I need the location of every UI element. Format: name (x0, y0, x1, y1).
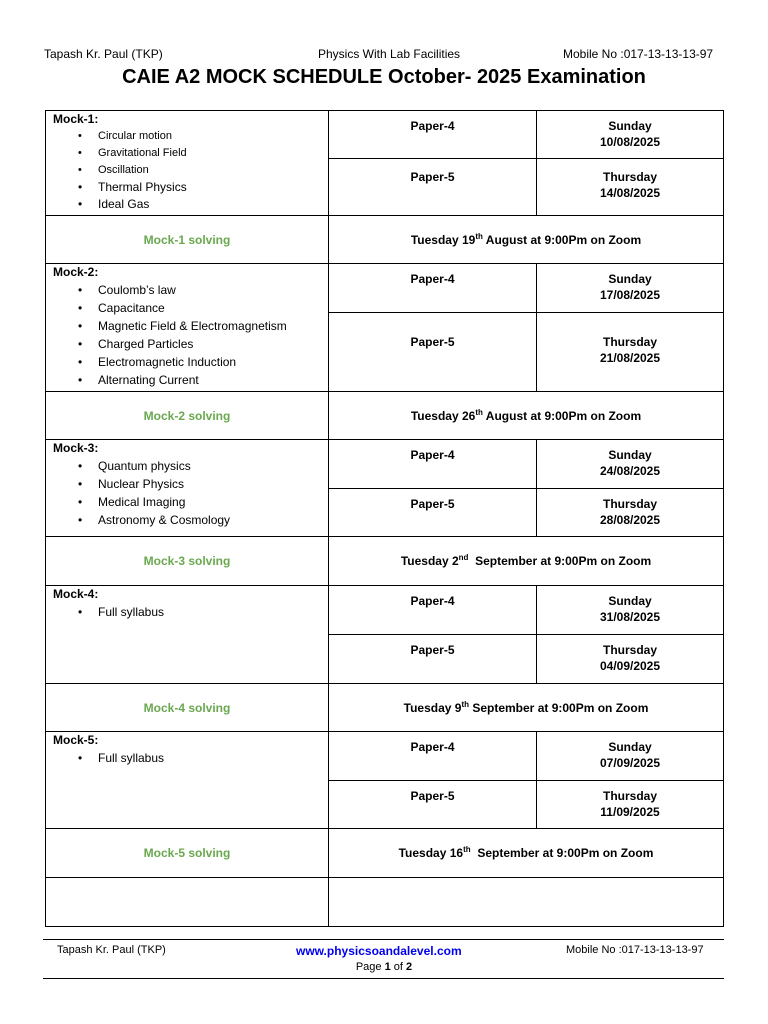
mock-1-paper-4-row (46, 111, 724, 159)
paper-date: 24/08/2025 (599, 464, 661, 478)
paper-name: Paper-5 (329, 489, 537, 537)
mock-3-topics-cell (46, 440, 329, 537)
mock-2-topic-list (78, 281, 321, 389)
session-suffix: September at 9:00Pm on Zoom (470, 846, 654, 860)
session-ordinal: th (475, 231, 483, 241)
mock-1-solving-row (46, 216, 724, 264)
session-suffix: September at 9:00Pm on Zoom (469, 700, 649, 715)
page-prefix: Page (355, 961, 385, 973)
mock-2-zoom-session (329, 392, 724, 440)
topic-item: • Medical Imaging (78, 493, 321, 511)
paper-day: Thursday (602, 335, 657, 350)
schedule-table (45, 110, 724, 927)
session-suffix: August at 9:00Pm on Zoom (482, 232, 642, 247)
paper-date-cell (537, 440, 724, 489)
mock-3-solving-label: Mock-3 solving (46, 537, 329, 586)
paper-day: Thursday (602, 789, 657, 803)
paper-date: 10/08/2025 (599, 135, 661, 149)
footer-website-link[interactable]: www.physicsoandalevel.com (296, 944, 462, 958)
paper-date: 28/08/2025 (599, 513, 661, 527)
topic-item: • Ideal Gas (78, 196, 321, 213)
paper-date: 14/08/2025 (599, 186, 661, 201)
paper-date-cell (537, 781, 724, 829)
paper-name: Paper-4 (329, 586, 537, 635)
paper-day: Sunday (608, 119, 652, 133)
mock-2-topics-cell (46, 264, 329, 392)
mock-3-zoom-session (329, 537, 724, 586)
mock-5-topics-cell (46, 732, 329, 829)
empty-row (46, 878, 724, 927)
paper-day: Thursday (602, 170, 657, 185)
session-ordinal: nd (458, 553, 469, 562)
topic-item: • Alternating Current (78, 371, 321, 389)
paper-date-cell (537, 264, 724, 313)
paper-date: 31/08/2025 (599, 610, 661, 624)
session-suffix: August at 9:00Pm on Zoom (482, 408, 642, 423)
paper-name: Paper-4 (329, 440, 537, 489)
paper-date: 17/08/2025 (599, 288, 661, 302)
mock-1-zoom-session (329, 216, 724, 264)
topic-item: • Astronomy & Cosmology (78, 511, 321, 529)
mock-3-paper-4-row (46, 440, 724, 489)
empty-cell (46, 878, 329, 927)
header-mobile: Mobile No :017-13-13-13-97 (563, 47, 714, 61)
paper-date-cell (537, 159, 724, 216)
paper-day: Sunday (608, 272, 652, 286)
paper-date: 21/08/2025 (599, 351, 661, 366)
mock-2-solving-row (46, 392, 724, 440)
header-author: Tapash Kr. Paul (TKP) (44, 47, 163, 61)
footer-divider (43, 939, 724, 940)
mock-4-solving-row (46, 684, 724, 732)
paper-date: 07/09/2025 (599, 756, 661, 770)
empty-cell (329, 878, 724, 927)
paper-date-cell (537, 313, 724, 392)
footer-author: Tapash Kr. Paul (TKP) (57, 944, 166, 956)
mock-4-topics-cell (46, 586, 329, 684)
mock-1-label: Mock-1: (53, 112, 99, 126)
mock-4-topic-list (78, 603, 321, 621)
session-suffix: September at 9:00Pm on Zoom (468, 554, 652, 568)
paper-day: Sunday (608, 740, 652, 754)
mock-3-topic-list (78, 457, 321, 529)
topic-item: • Electromagnetic Induction (78, 353, 321, 371)
mock-2-paper-4-row (46, 264, 724, 313)
mock-5-label: Mock-5: (53, 733, 99, 747)
mock-5-solving-label: Mock-5 solving (46, 829, 329, 878)
paper-date-cell (537, 111, 724, 159)
page-middle: of (390, 961, 407, 973)
paper-name: Paper-5 (329, 635, 537, 684)
paper-day: Sunday (608, 594, 652, 608)
session-prefix: Tuesday 19 (410, 232, 476, 247)
mock-3-solving-row (46, 537, 724, 586)
mock-2-solving-label: Mock-2 solving (46, 392, 329, 440)
mock-4-label: Mock-4: (53, 587, 99, 601)
topic-item: • Magnetic Field & Electromagnetism (78, 317, 321, 335)
mock-4-solving-label: Mock-4 solving (46, 684, 329, 732)
topic-item: • Circular motion (78, 128, 321, 145)
mock-2-label: Mock-2: (53, 265, 99, 279)
mock-3-label: Mock-3: (53, 441, 99, 455)
paper-name: Paper-4 (329, 732, 537, 781)
session-prefix: Tuesday 16 (398, 846, 464, 860)
paper-date: 11/09/2025 (600, 805, 660, 819)
topic-item: • Thermal Physics (78, 179, 321, 196)
paper-date-cell (537, 635, 724, 684)
page-title: CAIE A2 MOCK SCHEDULE October- 2025 Examination (122, 66, 646, 88)
session-ordinal: th (463, 845, 471, 854)
mock-4-zoom-session (329, 684, 724, 732)
page-current: 1 (384, 961, 391, 973)
footer-mobile: Mobile No :017-13-13-13-97 (566, 944, 704, 956)
topic-item: • Coulomb’s law (78, 281, 321, 299)
topic-item: • Gravitational Field (78, 145, 321, 162)
paper-date-cell (537, 732, 724, 781)
topic-item: • Full syllabus (78, 603, 321, 621)
topic-item: • Quantum physics (78, 457, 321, 475)
mock-5-paper-4-row (46, 732, 724, 781)
mock-1-topics-cell (46, 111, 329, 216)
topic-item: • Charged Particles (78, 335, 321, 353)
session-prefix: Tuesday 26 (410, 408, 476, 423)
session-ordinal: th (461, 699, 469, 709)
paper-date: 04/09/2025 (599, 659, 661, 673)
session-prefix: Tuesday 9 (403, 700, 462, 715)
paper-day: Thursday (602, 643, 657, 657)
session-ordinal: th (475, 407, 483, 417)
mock-1-topic-list (78, 128, 321, 213)
topic-item: • Nuclear Physics (78, 475, 321, 493)
page-total: 2 (406, 961, 413, 973)
footer-bottom-divider (43, 978, 724, 979)
paper-day: Sunday (608, 448, 652, 462)
topic-item: • Capacitance (78, 299, 321, 317)
topic-item: • Oscillation (78, 162, 321, 179)
paper-name: Paper-4 (329, 111, 537, 159)
paper-name: Paper-4 (329, 264, 537, 313)
mock-5-topic-list (78, 749, 321, 767)
paper-name: Paper-5 (329, 781, 537, 829)
paper-day: Thursday (602, 497, 657, 511)
topic-item: • Full syllabus (78, 749, 321, 767)
header-subtitle: Physics With Lab Facilities (318, 47, 461, 61)
paper-name: Paper-5 (329, 159, 537, 216)
page-number (0, 961, 768, 973)
mock-5-solving-row (46, 829, 724, 878)
mock-5-zoom-session (329, 829, 724, 878)
paper-date-cell (537, 586, 724, 635)
session-prefix: Tuesday 2 (400, 554, 459, 568)
paper-name: Paper-5 (329, 313, 537, 392)
mock-4-paper-4-row (46, 586, 724, 635)
mock-1-solving-label: Mock-1 solving (46, 216, 329, 264)
paper-date-cell (537, 489, 724, 537)
